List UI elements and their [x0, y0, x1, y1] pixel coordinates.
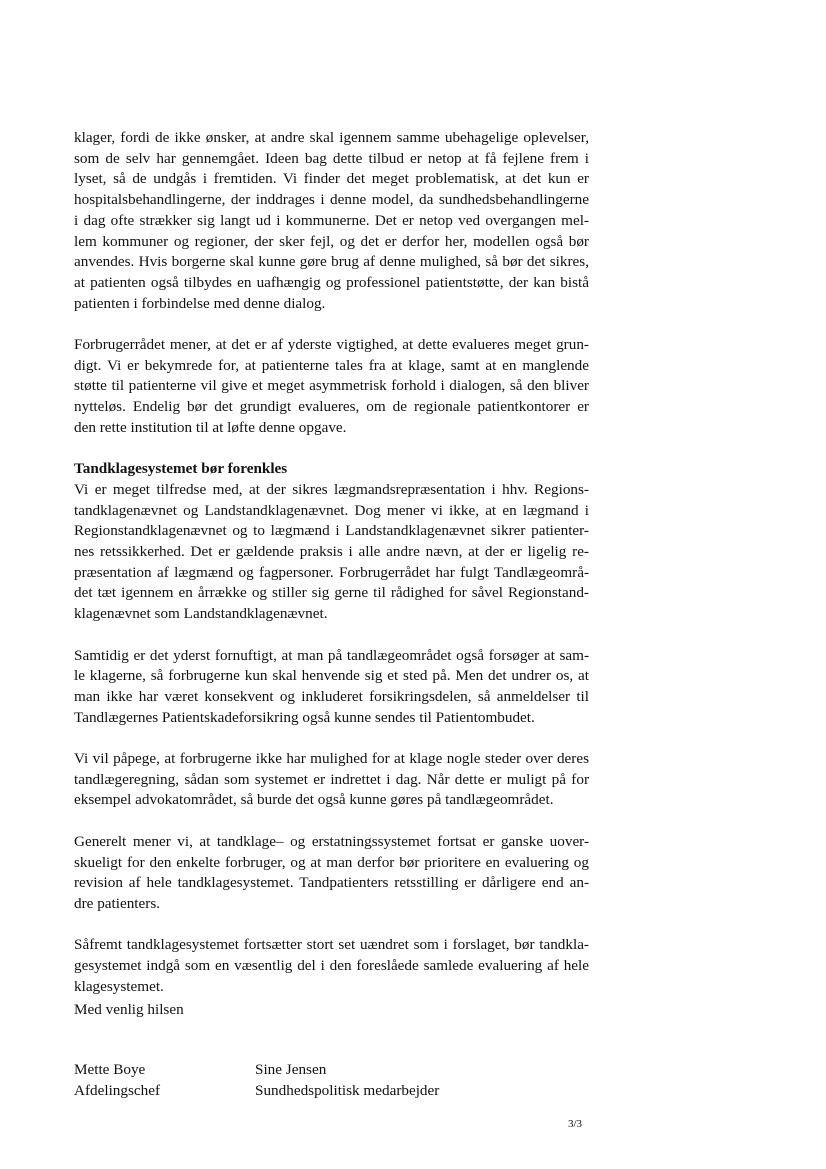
signatory-name: Mette Boye — [74, 1061, 146, 1078]
text-line: Regionstandklagenævnet og to lægmænd i Landstandklagenævnet sikrer patienter- — [74, 522, 589, 540]
paragraph — [74, 646, 589, 729]
text-line: man ikke har været konsekvent og inkluderet forsikringsdelen, så anmeldelser til — [74, 687, 589, 705]
text-line: Vi vil påpege, at forbrugerne ikke har mulighed for at klage nogle steder over deres — [74, 750, 589, 768]
closing-greeting: Med venlig hilsen — [74, 1001, 184, 1018]
paragraph — [74, 459, 589, 625]
signatory-title: Sundhedspolitisk medarbejder — [255, 1081, 440, 1099]
text-line: le klagerne, så forbrugerne kun skal henvende sig et sted på. Men det undrer os, at — [74, 667, 589, 685]
text-line: tandklagenævnet og Landstandklagenævnet. Dog mener vi ikke, at en lægmand i — [74, 501, 589, 519]
text-line: hospitalsbehandlingerne, der inddrages i denne model, da sundhedsbehandlingerne — [74, 191, 589, 209]
text-line: præsentation af lægmænd og fagpersoner. Forbrugerrådet har fulgt Tandlægeområ- — [74, 563, 589, 581]
text-line: Forbrugerrådet mener, at det er af yderste vigtighed, at dette evalueres meget grun- — [74, 336, 589, 354]
paragraph — [74, 832, 589, 915]
text-line: Vi er meget tilfredse med, at der sikres lægmandsrepræsentation i hhv. Regions- — [74, 480, 589, 498]
page-number: 3/3 — [568, 1118, 583, 1130]
text-line: Tandlægernes Patientskadeforsikring også kunne sendes til Patientombudet. — [74, 708, 535, 726]
text-line: skueligt for den enkelte forbruger, og at man derfor bør prioritere en evaluering og — [74, 853, 589, 871]
text-line: digt. Vi er bekymrede for, at patienterne tales fra at klage, samt at en manglende — [74, 356, 589, 374]
text-line: klagenævnet som Landstandklagenævnet. — [74, 605, 328, 623]
text-line: nes retssikkerhed. Det er gældende praksis i alle andre nævn, at der er ligelig re- — [74, 543, 589, 561]
letter-body — [74, 128, 589, 1018]
text-line: klager, fordi de ikke ønsker, at andre skal igennem samme ubehagelige oplevelser, — [74, 129, 589, 146]
text-line: dre patienters. — [74, 894, 161, 912]
text-line: eksempel advokatområdet, så burde det også kunne gøres på tandlægeområdet. — [74, 791, 554, 809]
text-line: støtte til patienterne vil give et meget asymmetrisk forhold i dialogen, så den bliver — [74, 377, 589, 395]
text-line: klagesystemet. — [74, 977, 164, 995]
text-line: anvendes. Hvis borgerne skal kunne gøre brug af denne mulighed, så bør det sikres, — [74, 253, 589, 271]
signatory-title: Afdelingschef — [74, 1081, 161, 1099]
text-line: gesystemet indgå som en væsentlig del i den foreslåede samlede evaluering af hele — [74, 957, 589, 975]
text-line: i dag ofte strækker sig langt ud i kommunerne. Det er netop ved overgangen mel- — [74, 211, 589, 229]
text-line: at patienten også tilbydes en uafhængig og professionel patientstøtte, der kan bistå — [74, 273, 589, 291]
text-line: som de selv har gennemgået. Ideen bag dette tilbud er netop at få fejlene frem i — [74, 149, 589, 167]
signature-block-1 — [74, 1060, 160, 1101]
text-line: Samtidig er det yderst fornuftigt, at man på tandlægeområdet også forsøger at sam- — [74, 646, 589, 664]
text-line: revision af hele tandklagesystemet. Tandpatienters retsstilling er dårligere end an- — [74, 874, 589, 892]
text-line: det tæt igennem en årrække og stiller sig gerne til rådighed for såvel Regionstand- — [74, 584, 589, 602]
text-line: lem kommuner og regioner, der sker fejl, og det er derfor her, modellen også bør — [74, 232, 589, 250]
signature-block-2 — [255, 1060, 439, 1101]
text-line: den rette institution til at løfte denne opgave. — [74, 418, 347, 436]
text-line: Såfremt tandklagesystemet fortsætter stort set uændret som i forslaget, bør tandkla- — [74, 936, 589, 954]
text-line: patienten i forbindelse med denne dialog. — [74, 294, 326, 312]
text-line: tandlægeregning, sådan som systemet er indrettet i dag. Når dette er muligt på for — [74, 770, 589, 788]
section-heading: Tandklagesystemet bør forenkles — [74, 460, 288, 478]
paragraph — [74, 935, 589, 997]
text-line: lyset, så de undgås i fremtiden. Vi finder det meget problematisk, at det kun er — [74, 170, 589, 188]
paragraph — [74, 128, 589, 314]
text-line: Generelt mener vi, at tandklage– og erstatningssystemet fortsat er ganske uover- — [74, 832, 589, 850]
text-line: nytteløs. Endelig bør det grundigt evalueres, om de regionale patientkontorer er — [74, 398, 589, 416]
paragraph — [74, 749, 589, 811]
paragraph — [74, 335, 589, 439]
signatory-name: Sine Jensen — [255, 1061, 327, 1078]
